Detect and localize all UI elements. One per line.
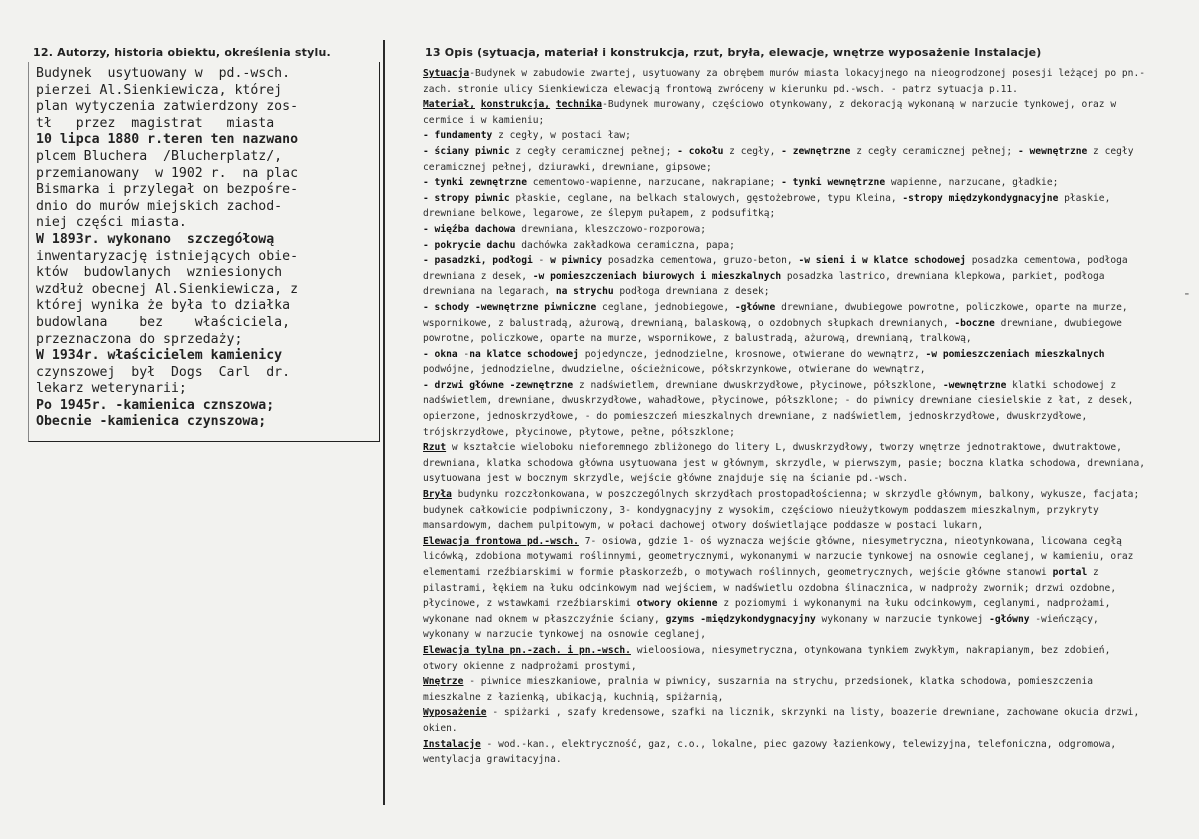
element-keyword: - wewnętrzne bbox=[1017, 145, 1088, 157]
description-text: w kształcie wieloboku nieforemnego zbliżonego do litery L, dwuskrzydłowy, tworzy wnętrze jednotraktowe, dwutraktowe, bbox=[446, 442, 1122, 454]
description-text: elementami rzeźbiarskimi w formie płaskorzeźb, o motywach roślinnych, geometrycznych, wejście główne stanowi bbox=[423, 567, 1053, 578]
history-line: tł przez magistrat miasta bbox=[36, 115, 275, 131]
section-heading: Wnętrze bbox=[423, 676, 464, 688]
description-line bbox=[423, 612, 1168, 628]
element-keyword: gzyms -międzykondygnacyjny bbox=[665, 613, 816, 625]
element-keyword: -wewnętrzne bbox=[942, 379, 1007, 391]
element-keyword: na strychu bbox=[555, 286, 614, 298]
description-line bbox=[423, 82, 1168, 98]
description-text: drewniane belkowe, legarowe, ze ślepym pułapem, z podsufitką; bbox=[423, 208, 776, 220]
description-line bbox=[423, 456, 1168, 472]
description-text: pilastrami, łękiem na łuku odcinkowym nad wejściem, w nadświetlu ozdobna ślinacznica, w nadproży zwornik; drzwi ozdobne, bbox=[423, 582, 1117, 594]
description-line bbox=[423, 721, 1168, 737]
description-text: podwójne, jednodzielne, dwudzielne, ościeżnicowe, półskrzynkowe, otwierane do wewnątrz, bbox=[423, 364, 926, 376]
description-line bbox=[423, 596, 1168, 612]
history-line: czynszowej był Dogs Carl dr. bbox=[36, 364, 291, 380]
description-line bbox=[423, 534, 1168, 550]
description-line bbox=[423, 284, 1168, 300]
element-keyword: - tynki wewnętrzne bbox=[781, 177, 886, 189]
description-text: z cegły ceramicznej pełnej; bbox=[850, 145, 1018, 157]
history-line: Po 1945r. -kamienica cznszowa; bbox=[36, 397, 275, 413]
description-text: opierzone, jednoskrzydłowe, - do pomieszczeń mieszkalnych drewniane, z nadświetlem, jednoskrzydłowe, dwuskrzydłowe, bbox=[423, 411, 1088, 423]
section-13-header: 13 Opis (sytuacja, materiał i konstrukcja, rzut, bryła, elewacje, wnętrze wyposażenie Instalacje) bbox=[425, 46, 1042, 59]
description-text: cermice i w kamieniu; bbox=[423, 114, 545, 126]
section-heading: Materiał, bbox=[423, 99, 475, 111]
description-text: płycinowe, z wstawkami rzeźbiarskimi bbox=[423, 598, 637, 610]
description-text: mieszkalne z łazienką, ubikacją, kuchnią, spiżarnią, bbox=[423, 691, 724, 703]
description-text: dachówka zakładkowa ceramiczna, papa; bbox=[515, 239, 735, 251]
description-text: trójskrzydłowe, płycinowe, płytowe, pełne, półszklone; bbox=[423, 426, 735, 438]
description-text: z cegły, bbox=[723, 145, 782, 157]
description-text: posadzka cementowa, podłoga bbox=[965, 255, 1128, 267]
description-text: z poziomymi i wykonanymi na łuku odcinkowym, ceglanymi, nadprożami, bbox=[717, 598, 1111, 610]
element-keyword: - fundamenty bbox=[423, 130, 493, 142]
description-text: nadświetlem, drewniane, dwuskrzydłowe, wahadłowe, płycinowe, półszklone; - do piwnicy drewniane ciesielskie z łat, z desek, bbox=[423, 395, 1134, 407]
description-text: -wieńczący, bbox=[1029, 613, 1099, 625]
history-line: pierzei Al.Sienkiewicza, której bbox=[36, 82, 283, 98]
element-keyword: -w pomieszczeniach biurowych i mieszkalnych bbox=[532, 270, 782, 282]
description-text: - bbox=[532, 255, 551, 267]
description-text: licówką, zdobiona motywami roślinnymi, geometrycznymi, wykonanymi w narzucie tynkowej na osnowie ceglanej, w kamieniu, oraz bbox=[423, 551, 1134, 563]
description-text: podłoga drewniana z desek; bbox=[613, 286, 770, 298]
description-text: - spiżarki , szafy kredensowe, szafki na licznik, skrzynki na listy, boazerie drewniane, zachowane okucia drzwi, bbox=[486, 707, 1140, 719]
description-line bbox=[423, 425, 1168, 441]
description-line bbox=[423, 253, 1168, 269]
description-text: pojedyncze, jednodzielne, krosnowe, otwierane do wewnątrz, bbox=[578, 348, 926, 360]
history-line: wzdłuż obecnej Al.Sienkiewicza, z bbox=[36, 281, 299, 297]
element-keyword: - okna bbox=[423, 348, 458, 360]
history-line: W 1934r. właścicielem kamienicy bbox=[36, 348, 283, 364]
history-line: przeznaczona do sprzedaży; bbox=[36, 331, 243, 347]
margin-mark: - bbox=[1182, 286, 1191, 302]
element-keyword: - stropy piwnic bbox=[423, 192, 510, 204]
description-line bbox=[423, 690, 1168, 706]
section-heading: Wyposażenie bbox=[423, 707, 487, 719]
description-line bbox=[423, 206, 1168, 222]
element-keyword: - ściany piwnic bbox=[423, 145, 510, 157]
element-keyword: -stropy międzykondygnacyjne bbox=[902, 192, 1059, 204]
description-text: wspornikowe, z balustradą, ażurową, drewnianą, balaskową, o ozdobnych słupkach drewnianych, bbox=[423, 317, 955, 329]
element-keyword: na klatce schodowej bbox=[469, 348, 579, 360]
description-line bbox=[423, 113, 1168, 129]
description-text: wykonane nad oknem w płaszczyźnie ściany, bbox=[423, 613, 666, 625]
description-text: ceramicznej pełnej, dziurawki, drewniane, gipsowe; bbox=[423, 161, 712, 173]
element-keyword: - pokrycie dachu bbox=[423, 239, 516, 251]
description-line bbox=[423, 471, 1168, 487]
description-text: posadzka lastrico, drewniana klepkowa, parkiet, podłoga bbox=[781, 270, 1105, 282]
description-line bbox=[423, 269, 1168, 285]
description-text: 7- osiowa, gdzie 1- oś wyznacza wejście główne, niesymetryczna, nieotynkowana, licowana cegłą bbox=[578, 535, 1122, 547]
description-line bbox=[423, 659, 1168, 675]
description-text: budynek całkowicie podpiwniczony, 3- kondygnacyjny z wysokim, częściowo nieużytkowym poddaszem mieszkalnym, przykryty bbox=[423, 504, 1099, 516]
history-line: dnio do murów miejskich zachod- bbox=[36, 198, 283, 214]
history-line: Bismarka i przylegał on bezpośre- bbox=[36, 182, 299, 198]
description-line bbox=[423, 549, 1168, 565]
history-line: której wynika że była to działka bbox=[36, 298, 291, 314]
description-line bbox=[423, 362, 1168, 378]
history-line: Budynek usytuowany w pd.-wsch. bbox=[36, 66, 291, 81]
section-heading: Rzut bbox=[423, 442, 447, 454]
description-text: z cegły bbox=[1087, 145, 1134, 157]
description-text: z nadświetlem, drewniane dwuskrzydłowe, płycinowe, półszklone, bbox=[573, 379, 943, 391]
description-text: -Budynek w zabudowie zwartej, usytuowany za obrębem murów miasta lokacyjnego na nieogrodzonej posesji leżącej po pn.- bbox=[469, 68, 1146, 79]
section-heading: technika bbox=[555, 99, 603, 111]
element-keyword: - cokołu bbox=[677, 145, 724, 157]
element-keyword: w piwnicy bbox=[550, 255, 603, 267]
history-line: 10 lipca 1880 r.teren ten nazwano bbox=[36, 132, 299, 148]
description-line bbox=[423, 518, 1168, 534]
history-line: przemianowany w 1902 r. na plac bbox=[36, 165, 299, 181]
description-text: wapienne, narzucane, gładkie; bbox=[885, 177, 1059, 189]
element-keyword: -główny bbox=[989, 613, 1030, 625]
description-line bbox=[423, 97, 1168, 113]
description-line bbox=[423, 643, 1168, 659]
description-line bbox=[423, 565, 1168, 581]
element-keyword: -w sieni i w klatce schodowej bbox=[798, 255, 966, 267]
history-text-block bbox=[36, 66, 376, 431]
history-line: niej części miasta. bbox=[36, 215, 187, 231]
description-text: drewniana na legarach, bbox=[423, 286, 556, 298]
description-line bbox=[423, 144, 1168, 160]
description-line bbox=[423, 627, 1168, 643]
description-line bbox=[423, 378, 1168, 394]
description-text: drewniana z desek, bbox=[423, 270, 533, 282]
description-text: drewniane, dwubiegowe powrotne, policzkowe, oparte na murze, bbox=[775, 301, 1128, 313]
description-line bbox=[423, 316, 1168, 332]
description-line bbox=[423, 128, 1168, 144]
description-text: drewniana, klatka schodowa główna usytuowana jest w głównym, skrzydle, w pierwszym, pasie; boczna klatka schodowa, drewniana, bbox=[423, 457, 1145, 469]
description-text: - bbox=[457, 348, 470, 360]
description-line bbox=[423, 581, 1168, 597]
description-text: usytuowana jest w bocznym skrzydle, wejście główne znajduje się na ścianie pd.-wsch. bbox=[423, 473, 909, 485]
description-line bbox=[423, 393, 1168, 409]
history-line: budowlana bez właściciela, bbox=[36, 314, 291, 330]
description-line bbox=[423, 300, 1168, 316]
description-text: drewniana, kleszczowo-rozporowa; bbox=[515, 223, 707, 235]
description-text: ceglane, jednobiegowe, bbox=[596, 301, 735, 313]
description-text: wentylacja grawitacyjna. bbox=[423, 754, 562, 766]
history-line: któw budowlanych wzniesionych bbox=[36, 265, 283, 281]
history-line: inwentaryzację istniejących obie- bbox=[36, 248, 299, 264]
description-line bbox=[423, 331, 1168, 347]
description-text: zach. stronie ulicy Sienkiewicza elewacją frontową zwróceny w kierunku pd.-wsch. - patrz sytuacja p.11. bbox=[423, 83, 1018, 95]
description-text: z bbox=[1087, 567, 1099, 578]
description-text: posadzka cementowa, gruzo-beton, bbox=[602, 255, 799, 267]
description-text: powrotne, policzkowe, oparte na murze, wspornikowe, z balustradą, ażurową, drewnianą, tralkową, bbox=[423, 333, 972, 345]
element-keyword: -boczne bbox=[954, 317, 995, 329]
element-keyword: - tynki zewnętrzne bbox=[423, 177, 527, 189]
description-text: klatki schodowej z bbox=[1006, 379, 1117, 391]
description-text: okien. bbox=[423, 722, 458, 734]
description-line bbox=[423, 737, 1168, 753]
description-text: z cegły ceramicznej pełnej; bbox=[509, 145, 678, 157]
description-line bbox=[423, 752, 1168, 768]
section-heading: Elewacja frontowa pd.-wsch. bbox=[423, 535, 579, 547]
history-line: W 1893r. wykonano szczegółową bbox=[36, 231, 275, 247]
section-12-header: 12. Autorzy, historia obiektu, określenia stylu. bbox=[33, 46, 331, 59]
history-line: plcem Bluchera /Blucherplatz/, bbox=[36, 148, 283, 164]
description-text: drewniane, dwubiegowe bbox=[994, 317, 1122, 329]
description-text: - piwnice mieszkaniowe, pralnia w piwnicy, suszarnia na strychu, przedsionek, klatka schodowa, pomieszczenia bbox=[463, 676, 1094, 688]
description-line bbox=[423, 66, 1168, 82]
description-text: budynku rozczłonkowana, w poszczególnych skrzydłach prostopadłościenna; w skrzydle głównym, balkony, wykusze, facjata; bbox=[451, 489, 1140, 501]
element-keyword: otwory okienne bbox=[636, 598, 718, 610]
element-keyword: - drzwi główne -zewnętrzne bbox=[423, 379, 574, 391]
element-keyword: - więźba dachowa bbox=[423, 223, 516, 235]
description-text: wykonany w narzucie tynkowej bbox=[815, 613, 990, 625]
description-text: wykonany w narzucie tynkowej na osnowie ceglanej, bbox=[423, 629, 707, 641]
description-line bbox=[423, 705, 1168, 721]
description-line bbox=[423, 175, 1168, 191]
description-text-block bbox=[423, 66, 1168, 768]
section-heading: konstrukcja, bbox=[480, 99, 551, 111]
description-text: mansardowym, dachem pulpitowym, w połaci dachowej otwory doświetlające poddasze w postaci lukarn, bbox=[423, 520, 984, 532]
element-keyword: -w pomieszczeniach mieszkalnych bbox=[925, 348, 1105, 360]
section-heading: Bryła bbox=[423, 489, 452, 501]
element-keyword: - pasadzki, podłogi bbox=[423, 255, 533, 267]
description-text: otwory okienne z nadprożami prostymi, bbox=[423, 660, 637, 672]
column-divider bbox=[383, 40, 385, 805]
element-keyword: -główne bbox=[734, 301, 776, 313]
description-text: z cegły, w postaci ław; bbox=[492, 130, 631, 142]
description-line bbox=[423, 238, 1168, 254]
description-text: -Budynek murowany, częściowo otynkowany, z dekoracją wykonaną w narzucie tynkowej, oraz w bbox=[602, 99, 1117, 111]
description-line bbox=[423, 347, 1168, 363]
description-line bbox=[423, 503, 1168, 519]
element-keyword: - schody -wewnętrzne piwniczne bbox=[423, 301, 597, 313]
description-line bbox=[423, 487, 1168, 503]
description-line bbox=[423, 191, 1168, 207]
description-text: - wod.-kan., elektryczność, gaz, c.o., lokalne, piec gazowy łazienkowy, telewizyjna, telefoniczna, odgromowa, bbox=[480, 738, 1117, 750]
description-text: płaskie, ceglane, na belkach stalowych, gęstożebrowe, typu Kleina, bbox=[509, 192, 903, 204]
element-keyword: portal bbox=[1052, 567, 1088, 578]
description-line bbox=[423, 160, 1168, 176]
history-line: plan wytyczenia zatwierdzony zos- bbox=[36, 99, 299, 115]
history-line: Obecnie -kamienica czynszowa; bbox=[36, 414, 267, 430]
description-text: cementowo-wapienne, narzucane, nakrapiane; bbox=[526, 177, 782, 189]
description-text: wieloosiowa, niesymetryczna, otynkowana tynkiem zwykłym, nakrapianym, bez zdobień, bbox=[630, 644, 1111, 656]
description-line bbox=[423, 409, 1168, 425]
section-heading: Elewacja tylna pn.-zach. i pn.-wsch. bbox=[423, 644, 631, 656]
section-heading: Instalacje bbox=[423, 738, 481, 750]
description-text: płaskie, bbox=[1058, 192, 1111, 204]
description-line bbox=[423, 674, 1168, 690]
element-keyword: - zewnętrzne bbox=[781, 145, 851, 157]
history-line: lekarz weterynarii; bbox=[36, 381, 187, 397]
section-heading: Sytuacja bbox=[423, 68, 470, 79]
description-line bbox=[423, 222, 1168, 238]
description-line bbox=[423, 440, 1168, 456]
